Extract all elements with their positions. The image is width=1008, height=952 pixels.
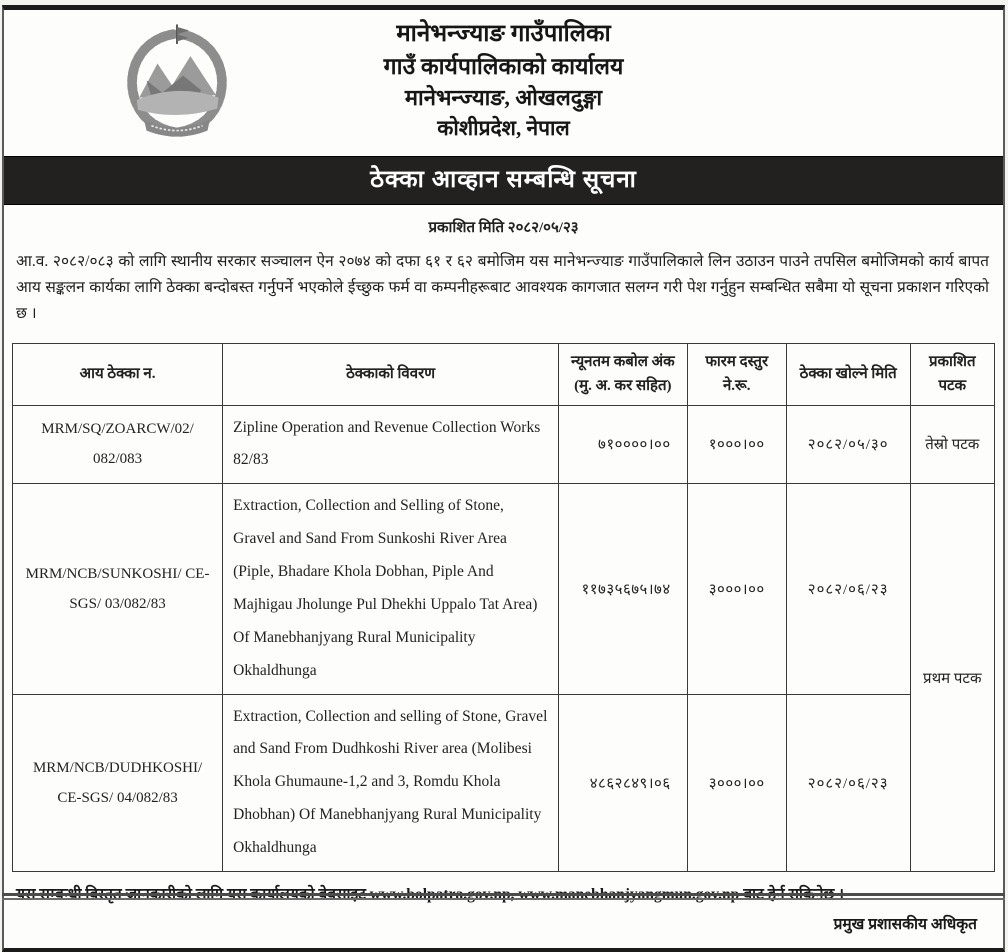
cell-tender-no: MRM/SQ/ZOARCW/02/ 082/083 bbox=[13, 405, 223, 484]
published-date: प्रकाशित मिति २०८२/०५/२३ bbox=[428, 220, 579, 236]
cell-form-fee: ३०००।०० bbox=[687, 694, 786, 871]
col-header-label: आय ठेक्का न. bbox=[79, 366, 156, 383]
cell-tender-no: MRM/NCB/SUNKOSHI/ CE-SGS/ 03/082/83 bbox=[13, 484, 223, 694]
col-header-label: प्रकाशित bbox=[928, 354, 976, 371]
cell-opening-date: २०८२/०६/२३ bbox=[786, 694, 910, 871]
cell-form-fee: १०००।०० bbox=[687, 405, 786, 484]
col-header-sublabel: ने.रू. bbox=[722, 378, 751, 395]
nepal-emblem-logo bbox=[116, 22, 238, 144]
municipality-name: मानेभन्ज्याङ गाउँपालिका bbox=[396, 21, 611, 47]
table-row-dudhkoshi bbox=[13, 694, 995, 871]
bottom-separator bbox=[2, 893, 1005, 900]
intro-paragraph: आ.व. २०८२/०८३ को लागि स्थानीय सरकार सञ्चालन ऐन २०७४ को दफा ६१ र ६२ बमोजिम यस मानेभन्ज्याङ गाउँपालिकाले लिन उठाउन पाउने तपसिल बमोजिमको कार्य बापत आय सङ्कलन कार्यका लागि ठेक्का बन्दोबस्त गर्नुपर्ने भएकोले ईच्छुक फर्म वा कम्पनीहरूबाट आवश्यक कागजात सलग्न गरी पेश गर्नुहुन सम्बन्धित सबैमा यो सूचना प्रकाशन गरिएको छ । bbox=[16, 253, 989, 322]
col-header-label: ठेक्काको विवरण bbox=[346, 366, 436, 383]
cell-description: Extraction, Collection and Selling of Stone, Gravel and Sand From Sunkoshi River Area (Piple, Bhadare Khola Dobhan, Piple And Majhigau Jholunge Pul Dhekhi Uppalo Tat Area) Of Manebhanjyang Rural Municipality Okhaldhunga bbox=[223, 484, 559, 694]
notice-title-banner: ठेक्का आव्हान सम्बन्धि सूचना bbox=[4, 156, 1003, 205]
cell-published-round-merged: प्रथम पटक bbox=[910, 484, 994, 871]
notice-document bbox=[2, 5, 1005, 952]
col-header-label: न्यूनतम कबोल अंक bbox=[571, 354, 675, 371]
col-header-label: फारम दस्तुर bbox=[705, 354, 769, 371]
cell-opening-date: २०८२/०६/२३ bbox=[786, 484, 910, 694]
footer-note-prefix: यस सम्बन्धी विस्तृत जानकारीको लागि यस कार्यालयको वेबसाइट bbox=[16, 885, 366, 903]
cell-description: Zipline Operation and Revenue Collection Works 82/83 bbox=[223, 405, 559, 484]
col-header-form-fee bbox=[687, 343, 786, 405]
col-header-opening-date bbox=[786, 343, 910, 405]
col-header-sublabel: (मु. अ. कर सहित) bbox=[574, 378, 672, 395]
table-row-zipline bbox=[13, 405, 995, 484]
col-header-tender-no bbox=[13, 343, 223, 405]
table-header-row bbox=[13, 343, 995, 405]
emblem-graphic bbox=[116, 22, 238, 144]
cell-min-bid: ७१००००।०० bbox=[559, 405, 688, 484]
office-name: गाउँ कार्यपालिकाको कार्यालय bbox=[383, 54, 624, 79]
cell-form-fee: ३०००।०० bbox=[687, 484, 786, 694]
cell-min-bid: ४८६२८४९।०६ bbox=[559, 694, 688, 871]
col-header-label: ठेक्का खोल्ने मिति bbox=[799, 366, 897, 383]
province-line: कोशीप्रदेश, नेपाल bbox=[437, 116, 570, 140]
cell-min-bid: ११७३५६७५।७४ bbox=[559, 484, 688, 694]
footer-note-suffix: बाट हेर्न सकिनेछ । bbox=[743, 885, 845, 903]
footer-note-urls: www.bolpatra.gov.np, www.manebhanjyangmun.gov.np bbox=[369, 885, 740, 903]
col-header-sublabel: पटक bbox=[938, 378, 967, 395]
table-row-sunkoshi bbox=[13, 484, 995, 694]
col-header-min-bid bbox=[559, 343, 688, 405]
col-header-description bbox=[223, 343, 559, 405]
tender-table bbox=[12, 343, 995, 872]
cell-opening-date: २०८२/०५/३० bbox=[786, 405, 910, 484]
address-line: मानेभन्ज्याङ, ओखलदुङ्गा bbox=[404, 85, 603, 110]
document-header bbox=[4, 10, 1003, 150]
col-header-published-round bbox=[910, 343, 994, 405]
cell-tender-no: MRM/NCB/DUDHKOSHI/ CE-SGS/ 04/082/83 bbox=[13, 694, 223, 871]
signature-title: प्रमुख प्रशासकीय अधिकृत bbox=[833, 915, 977, 933]
cell-description: Extraction, Collection and selling of Stone, Gravel and Sand From Dudhkoshi River area (Molibesi Khola Ghumaune-1,2 and 3, Romdu Khola Dhobhan) Of Manebhanjyang Rural Municipality Okhaldhunga bbox=[223, 694, 559, 871]
cell-published-round: तेस्रो पटक bbox=[910, 405, 994, 484]
